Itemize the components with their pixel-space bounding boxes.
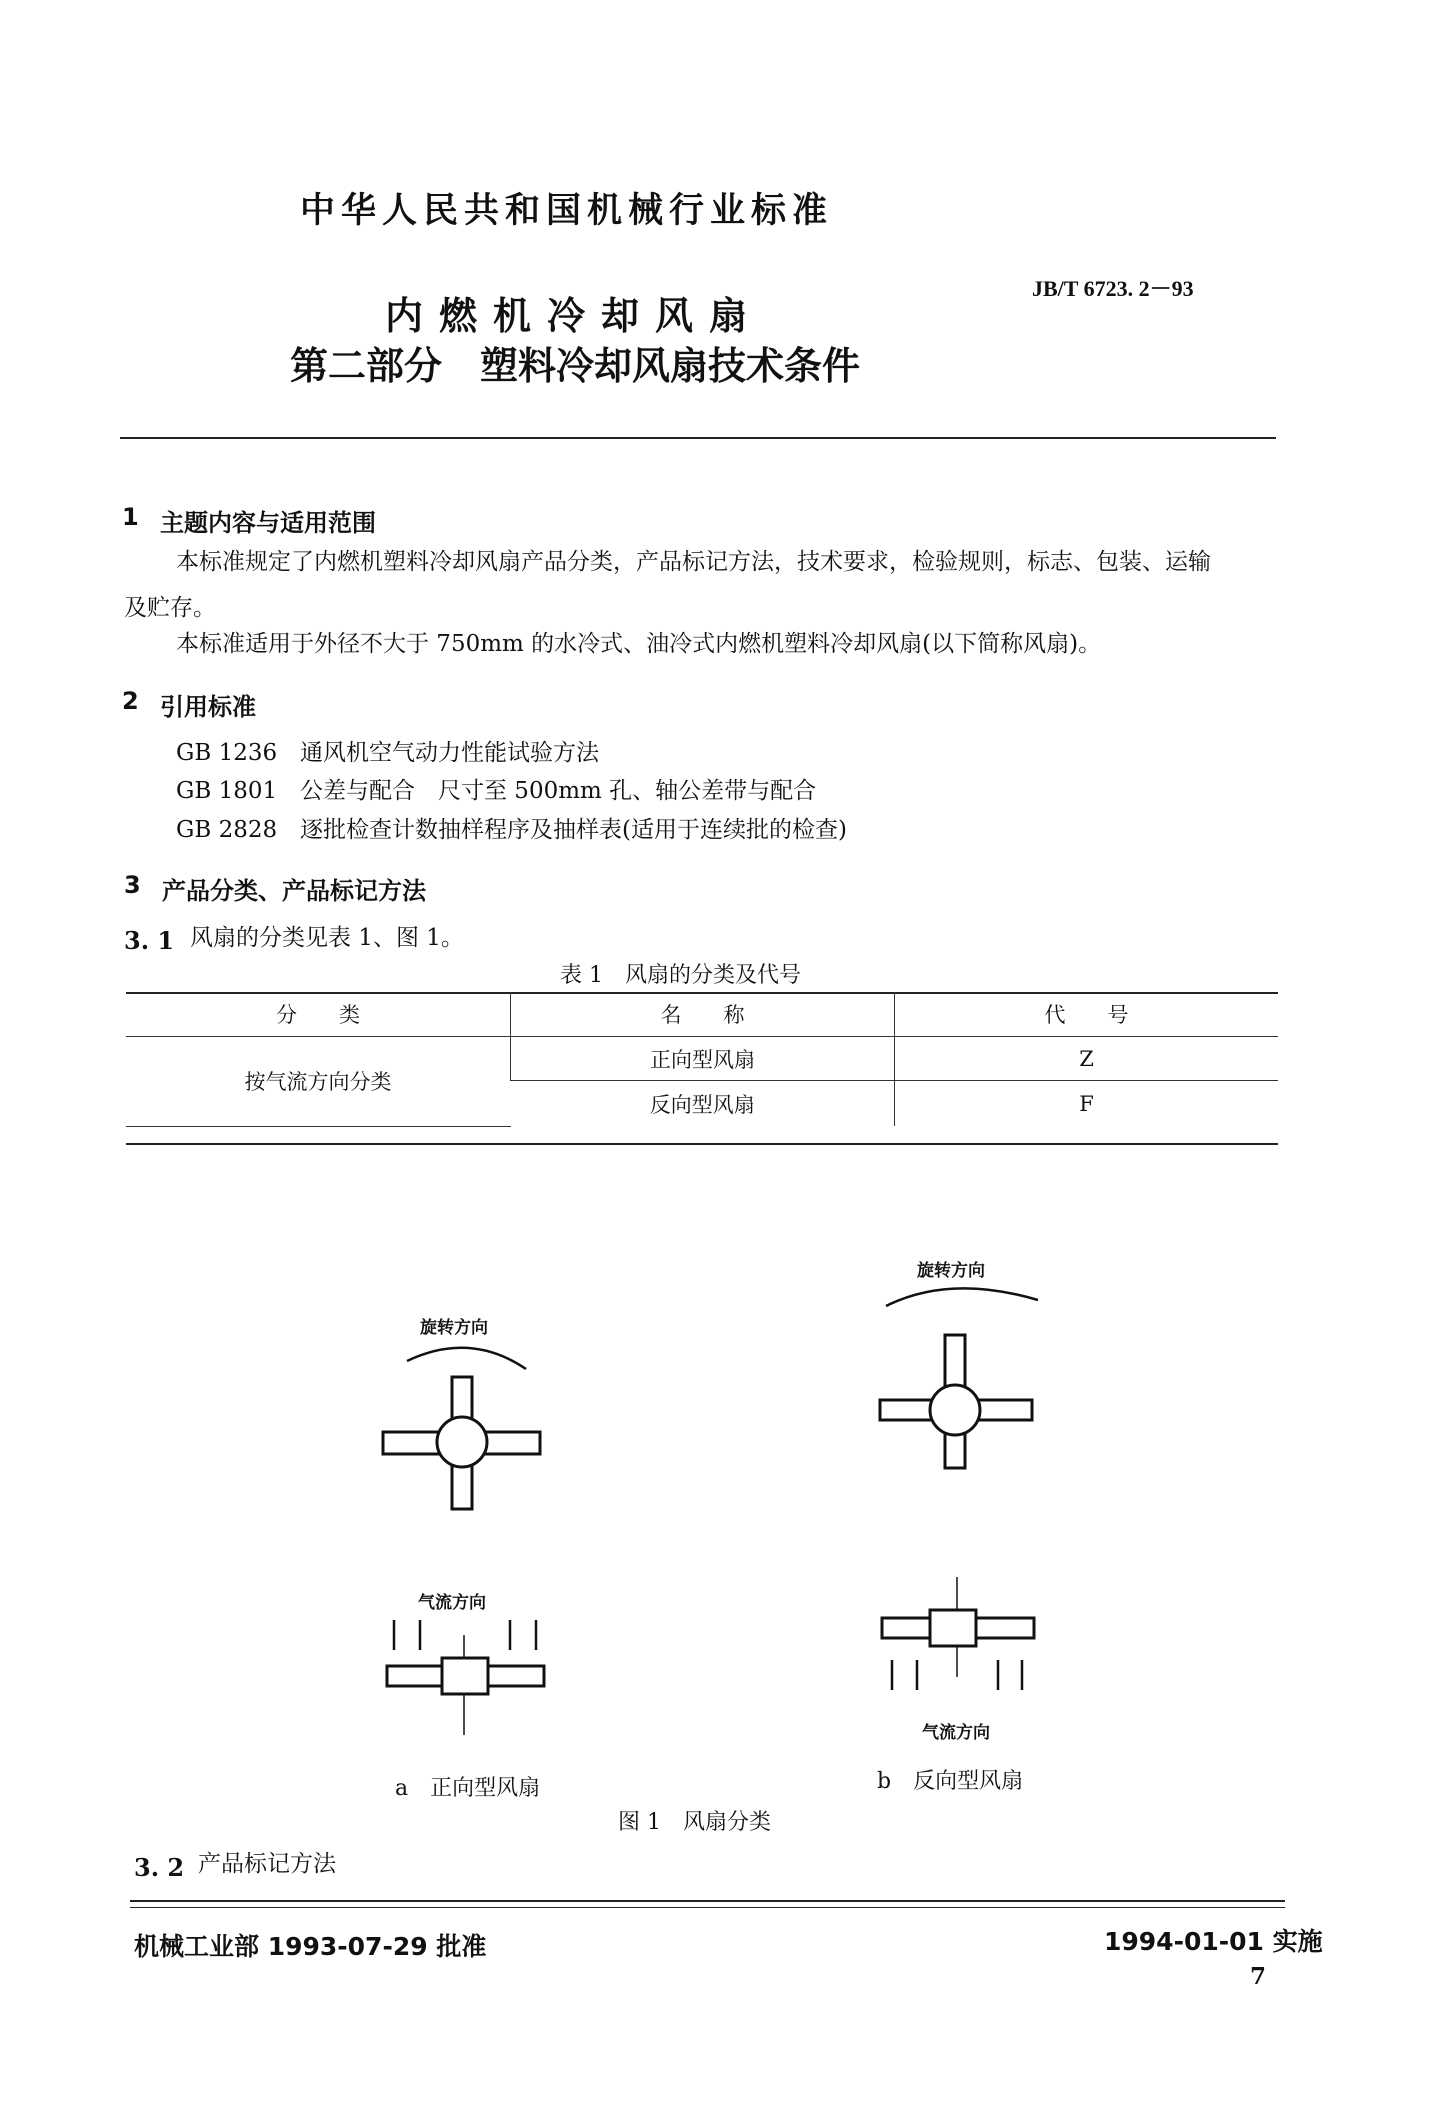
- section-1-para2: 本标准适用于外径不大于 750mm 的水冷式、油冷式内燃机塑料冷却风扇(以下简称风扇)。: [176, 631, 1102, 657]
- code-cell: Z: [895, 1037, 1279, 1081]
- table-caption: 表 1 风扇的分类及代号: [560, 963, 801, 988]
- fan-hub-side: [442, 1658, 488, 1694]
- figure-caption: 图 1 风扇分类: [618, 1810, 771, 1835]
- airflow-arrows-icon: [394, 1620, 536, 1650]
- ref-title: 公差与配合 尺寸至 500mm 孔、轴公差带与配合: [300, 778, 817, 804]
- ref-code: GB 1236: [176, 740, 278, 766]
- footer-rule-bottom: [130, 1907, 1285, 1908]
- approval-statement: 机械工业部 1993-07-29 批准: [134, 1932, 487, 1961]
- standard-code: JB/T 6723. 2－93: [1032, 276, 1194, 301]
- fan-blade: [974, 1400, 1032, 1420]
- name-cell: 反向型风扇: [649, 1092, 755, 1117]
- classification-table: [126, 992, 1278, 1127]
- fan-blade-side: [976, 1618, 1034, 1638]
- footer-rule-top: [130, 1900, 1285, 1902]
- header-divider: [120, 437, 1276, 439]
- rotation-arc-icon: [886, 1288, 1038, 1306]
- section-2-number: 2: [122, 687, 139, 715]
- table-row: [126, 1037, 1278, 1081]
- subsection-3-2-text: 产品标记方法: [198, 1851, 336, 1877]
- ref-title: 通风机空气动力性能试验方法: [300, 740, 599, 766]
- fan-front-view-a: [370, 1335, 550, 1545]
- header-name: 名 称: [511, 992, 895, 1037]
- fan-blade: [383, 1432, 441, 1454]
- implementation-date: 1994-01-01 实施: [1104, 1927, 1323, 1956]
- ref-code: GB 1801: [176, 778, 278, 804]
- rotation-label-a: 旋转方向: [420, 1318, 488, 1338]
- document-title: 内燃机冷却风扇: [385, 294, 764, 338]
- figure-caption-a: a 正向型风扇: [395, 1776, 541, 1801]
- fan-side-view-b: [872, 1572, 1042, 1702]
- ref-code: GB 2828: [176, 817, 278, 843]
- code-cell: F: [895, 1081, 1279, 1127]
- figure-caption-b: b 反向型风扇: [877, 1769, 1024, 1794]
- section-3-heading: 产品分类、产品标记方法: [162, 877, 426, 905]
- rotation-label-b: 旋转方向: [917, 1261, 985, 1281]
- document-subtitle: 第二部分 塑料冷却风扇技术条件: [290, 344, 861, 388]
- section-1-number: 1: [122, 503, 139, 531]
- subsection-3-1-number: 3. 1: [124, 926, 175, 955]
- airflow-label-b: 气流方向: [922, 1723, 990, 1743]
- header-code: 代 号: [895, 992, 1279, 1037]
- section-1-para1-line1: 本标准规定了内燃机塑料冷却风扇产品分类，产品标记方法，技术要求，检验规则，标志、包装、运输: [176, 549, 1211, 575]
- subsection-3-1-text: 风扇的分类见表 1、图 1。: [190, 925, 464, 951]
- airflow-label-a: 气流方向: [418, 1593, 486, 1613]
- rotation-arc-icon: [407, 1348, 526, 1369]
- subsection-3-2-number: 3. 2: [134, 1853, 185, 1882]
- fan-front-view-b: [870, 1278, 1050, 1498]
- table-bottom-rule: [126, 1143, 1278, 1145]
- section-1-para1-line2: 及贮存。: [124, 595, 216, 621]
- fan-side-view-a: [380, 1610, 550, 1740]
- fan-hub: [930, 1385, 980, 1435]
- fan-blade-side: [387, 1666, 442, 1686]
- category-cell: 按气流方向分类: [126, 1037, 511, 1127]
- section-2-heading: 引用标准: [160, 693, 256, 721]
- fan-hub: [437, 1417, 487, 1467]
- fan-blade: [945, 1335, 965, 1391]
- section-1-heading: 主题内容与适用范围: [160, 509, 376, 537]
- table-header-row: [126, 992, 1278, 1037]
- name-cell: 正向型风扇: [511, 1037, 895, 1081]
- section-3-number: 3: [124, 871, 141, 899]
- fan-hub-side: [930, 1610, 976, 1646]
- national-standard-title: 中华人民共和国机械行业标准: [300, 191, 834, 231]
- fan-blade: [880, 1400, 936, 1420]
- fan-blade-side: [488, 1666, 544, 1686]
- ref-title: 逐批检查计数抽样程序及抽样表(适用于连续批的检查): [300, 817, 847, 843]
- fan-blade: [483, 1432, 540, 1454]
- page-number: 7: [1250, 1963, 1267, 1990]
- header-category: 分 类: [126, 992, 511, 1037]
